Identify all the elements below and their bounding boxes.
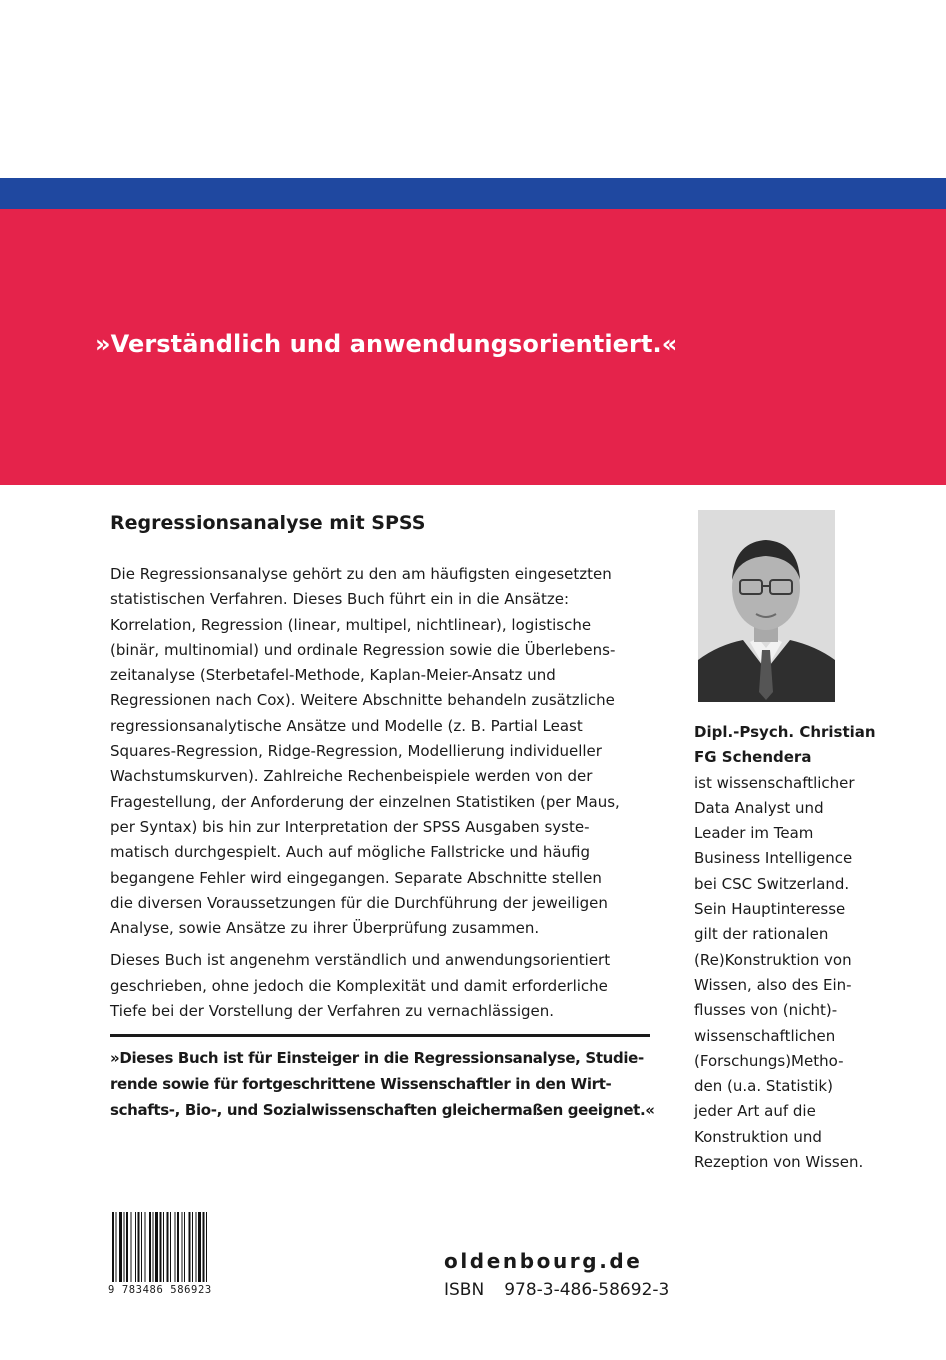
paragraph-gap <box>110 941 650 948</box>
barcode-bars-icon <box>108 1212 248 1282</box>
author-name-line: Dipl.-Psych. Christian <box>694 723 876 741</box>
text-line: Analyse, sowie Ansätze zu ihrer Überprüfung zusammen. <box>110 919 540 938</box>
author-portrait-icon <box>698 510 835 702</box>
quote-line: rende sowie für fortgeschrittene Wissenschaftler in den Wirt- <box>110 1075 612 1093</box>
bio-line: flusses von (nicht)- <box>694 1001 838 1020</box>
text-line: Fragestellung, der Anforderung der einzelnen Statistiken (per Maus, <box>110 792 620 811</box>
text-line: geschrieben, ohne jedoch die Komplexität und damit erforderliche <box>110 976 608 995</box>
text-line: begangene Fehler wird eingegangen. Separate Abschnitte stellen <box>110 868 602 887</box>
blue-stripe <box>0 178 946 209</box>
text-line: (binär, multinomial) und ordinale Regression sowie die Überlebens- <box>110 640 616 659</box>
quote-line: schafts-, Bio-, und Sozialwissenschaften gleichermaßen geeignet.« <box>110 1101 655 1119</box>
bio-line: wissenschaftlichen <box>694 1026 836 1045</box>
bio-line: (Forschungs)Metho- <box>694 1051 844 1070</box>
isbn <box>444 1280 669 1300</box>
text-line: zeitanalyse (Sterbetafel-Methode, Kaplan-Meier-Ansatz und <box>110 666 556 685</box>
bio-line: Rezeption von Wissen. <box>694 1153 864 1172</box>
author-photo <box>698 510 835 702</box>
tagline: »Verständlich und anwendungsorientiert.« <box>95 330 678 358</box>
text-line: Dieses Buch ist angenehm verständlich und anwendungsorientiert <box>110 951 611 970</box>
divider-rule <box>110 1034 650 1037</box>
text-line: Korrelation, Regression (linear, multipel, nichtlinear), logistische <box>110 615 592 634</box>
bio-line: Business Intelligence <box>694 849 853 868</box>
text-line: Regressionen nach Cox). Weitere Abschnitte behandeln zusätzliche <box>110 691 615 710</box>
quote-line: »Dieses Buch ist für Einsteiger in die Regressionsanalyse, Studie- <box>110 1049 644 1067</box>
text-line: regressionsanalytische Ansätze und Modelle (z. B. Partial Least <box>110 716 583 735</box>
bio-line: den (u.a. Statistik) <box>694 1077 833 1096</box>
author-name-line: FG Schendera <box>694 748 812 767</box>
bio-line: Sein Hauptinteresse <box>694 900 846 919</box>
bio-line: jeder Art auf die <box>694 1102 816 1121</box>
text-line: Wachstumskurven). Zahlreiche Rechenbeispiele werden von der <box>110 767 593 786</box>
bio-line: Leader im Team <box>694 824 814 843</box>
bio-line: bei CSC Switzerland. <box>694 874 850 893</box>
description <box>110 562 650 1024</box>
bio-line: gilt der rationalen <box>694 925 829 944</box>
isbn-number: 978-3-486-58692-3 <box>504 1280 670 1300</box>
bio-line: Data Analyst und <box>694 798 824 817</box>
barcode <box>108 1212 248 1302</box>
bio-line: Wissen, also des Ein- <box>694 975 852 994</box>
barcode-digits: 9 783486 586923 <box>108 1284 212 1296</box>
isbn-label: ISBN <box>444 1280 485 1300</box>
book-title: Regressionsanalyse mit SPSS <box>110 512 426 534</box>
text-line: matisch durchgespielt. Auch auf mögliche Fallstricke und häufig <box>110 843 590 862</box>
text-line: die diversen Voraussetzungen für die Durchführung der jeweiligen <box>110 893 608 912</box>
bio-line: (Re)Konstruktion von <box>694 950 852 969</box>
bio-line: Konstruktion und <box>694 1127 822 1146</box>
text-line: Tiefe bei der Vorstellung der Verfahren zu vernachlässigen. <box>110 1002 555 1021</box>
endorsement-quote <box>110 1045 655 1123</box>
text-line: Squares-Regression, Ridge-Regression, Modellierung individueller <box>110 742 602 761</box>
text-line: Die Regressionsanalyse gehört zu den am häufigsten eingesetzten <box>110 565 612 583</box>
text-line: per Syntax) bis hin zur Interpretation der SPSS Ausgaben syste- <box>110 817 590 836</box>
text-line: statistischen Verfahren. Dieses Buch führt ein in die Ansätze: <box>110 590 570 609</box>
author-info <box>694 720 934 1175</box>
publisher-url: oldenbourg.de <box>444 1249 643 1273</box>
bio-line: ist wissenschaftlicher <box>694 773 855 792</box>
